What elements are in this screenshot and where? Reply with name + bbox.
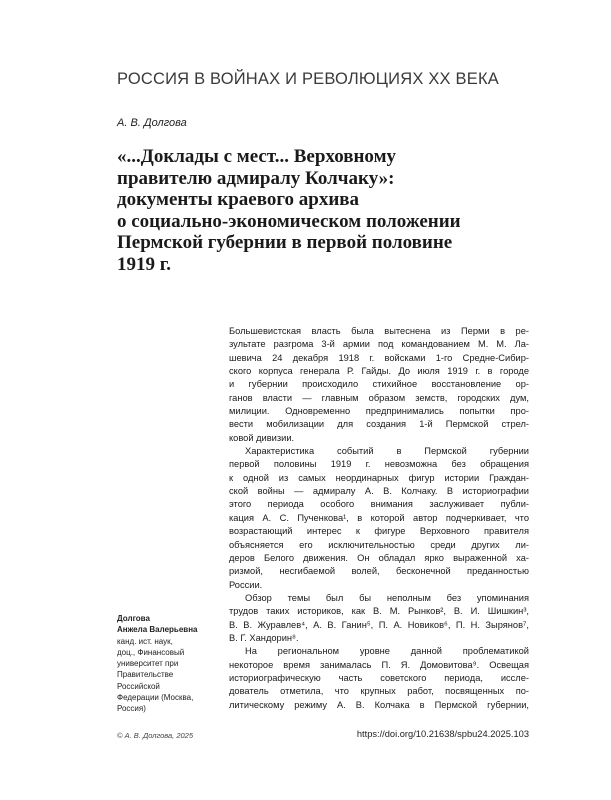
author-affiliation-line: Россия) [117, 704, 146, 714]
body-line: трудов таких историков, как В. М. Рынков², В. И. Шишкин³, [229, 606, 529, 617]
body-line: литическому режиму А. В. Колчака в Пермской губернии, [229, 699, 529, 710]
body-line: историографическую часть советского периода, иссле- [229, 672, 529, 683]
title-line: Пермской губернии в первой половине [117, 232, 453, 253]
paragraph-1 [229, 325, 529, 445]
paragraph-4 [229, 645, 529, 712]
title-line: правителю адмиралу Колчаку»: [117, 167, 395, 189]
body-line: некоторое время занималась П. Я. Домовитова⁹. Освещая [229, 659, 529, 670]
author-info [117, 613, 222, 715]
body-line: дователь отметила, что крупных работ, посвященных по- [229, 686, 529, 697]
author-surname: Долгова [117, 614, 150, 623]
body-line: милиции. Одновременно предпринимались попытки про- [229, 406, 529, 417]
body-line: объясняется его исключительностью среди других ли- [229, 539, 529, 550]
section-header: РОССИЯ В ВОЙНАХ И РЕВОЛЮЦИЯХ XX ВЕКА [117, 70, 499, 88]
paragraph-2 [229, 445, 529, 592]
title-line: о социально-экономическом положении [117, 210, 461, 232]
body-line: На региональном уровне данной проблематикой [245, 646, 529, 657]
body-line: В. Г. Хандорин⁸. [229, 632, 299, 643]
body-line: шевича 24 декабря 1918 г. войсками 1-го Средне-Сибир- [229, 352, 529, 363]
article-title [117, 146, 537, 275]
author-affiliation-line: университет при [117, 659, 179, 669]
body-line: вести мобилизации для создания 1-й Пермской стрел- [229, 419, 529, 430]
body-line: зультате разгрома 3-й армии под командованием М. М. Ла- [229, 339, 529, 350]
body-line: возрастающий интерес к фигуре Верховного правителя [229, 526, 529, 537]
author-affiliation-line: Российской [117, 681, 160, 691]
body-line: Характеристика событий в Пермской губернии [245, 446, 529, 457]
body-line: ковой дивизии. [229, 432, 295, 443]
body-line: России. [229, 579, 263, 590]
body-line: деров Белого движения. Он обладал ярко выраженной ха- [229, 552, 529, 563]
body-line: Обзор темы был бы неполным без упоминания [245, 592, 529, 603]
author-affiliation-line: канд. ист. наук, [117, 636, 173, 646]
paragraph-3 [229, 592, 529, 645]
body-line: этого периода особого внимания заслуживает публи- [229, 499, 529, 510]
author-affiliation-line: Федерации (Москва, [117, 693, 194, 703]
body-line: Большевистская власть была вытеснена из Перми в ре- [229, 326, 529, 336]
body-line: кация А. С. Пученкова¹, в которой автор подчеркивает, что [229, 512, 529, 523]
doi-link[interactable]: https://doi.org/10.21638/spbu24.2025.103 [356, 729, 529, 739]
article-author: А. В. Долгова [117, 117, 187, 129]
body-line: ского корпуса генерала Р. Гайды. До июля 1919 г. в городе [229, 366, 529, 377]
article-body [229, 325, 529, 712]
body-line: первой половины 1919 г. невозможна без обращения [229, 459, 529, 470]
author-affiliation-line: Правительстве [117, 670, 174, 680]
author-affiliation-line: доц., Финансовый [117, 647, 185, 657]
title-line: документы краевого архива [117, 189, 360, 210]
title-line: 1919 г. [117, 253, 171, 275]
body-line: и губернии происходило стихийное восстановление ор- [229, 379, 529, 390]
body-line: к одной из самых неординарных фигур истории Граждан- [229, 472, 529, 483]
author-full-name: Анжела Валерьевна [117, 625, 198, 635]
body-line: В. В. Журавлев⁴, А. В. Ганин⁵, П. А. Новиков⁶, П. Н. Зырянов⁷, [229, 619, 529, 630]
copyright-notice: © А. В. Долгова, 2025 [117, 731, 194, 740]
body-line: ризмой, несгибаемой волей, бесконечной преданностью [229, 566, 529, 577]
body-line: ганов власти — главным образом земств, городских дум, [229, 392, 529, 403]
body-line: ской войны — адмиралу А. В. Колчаку. В историографии [229, 486, 529, 497]
title-line: «...Доклады с мест... Верховному [117, 146, 397, 167]
